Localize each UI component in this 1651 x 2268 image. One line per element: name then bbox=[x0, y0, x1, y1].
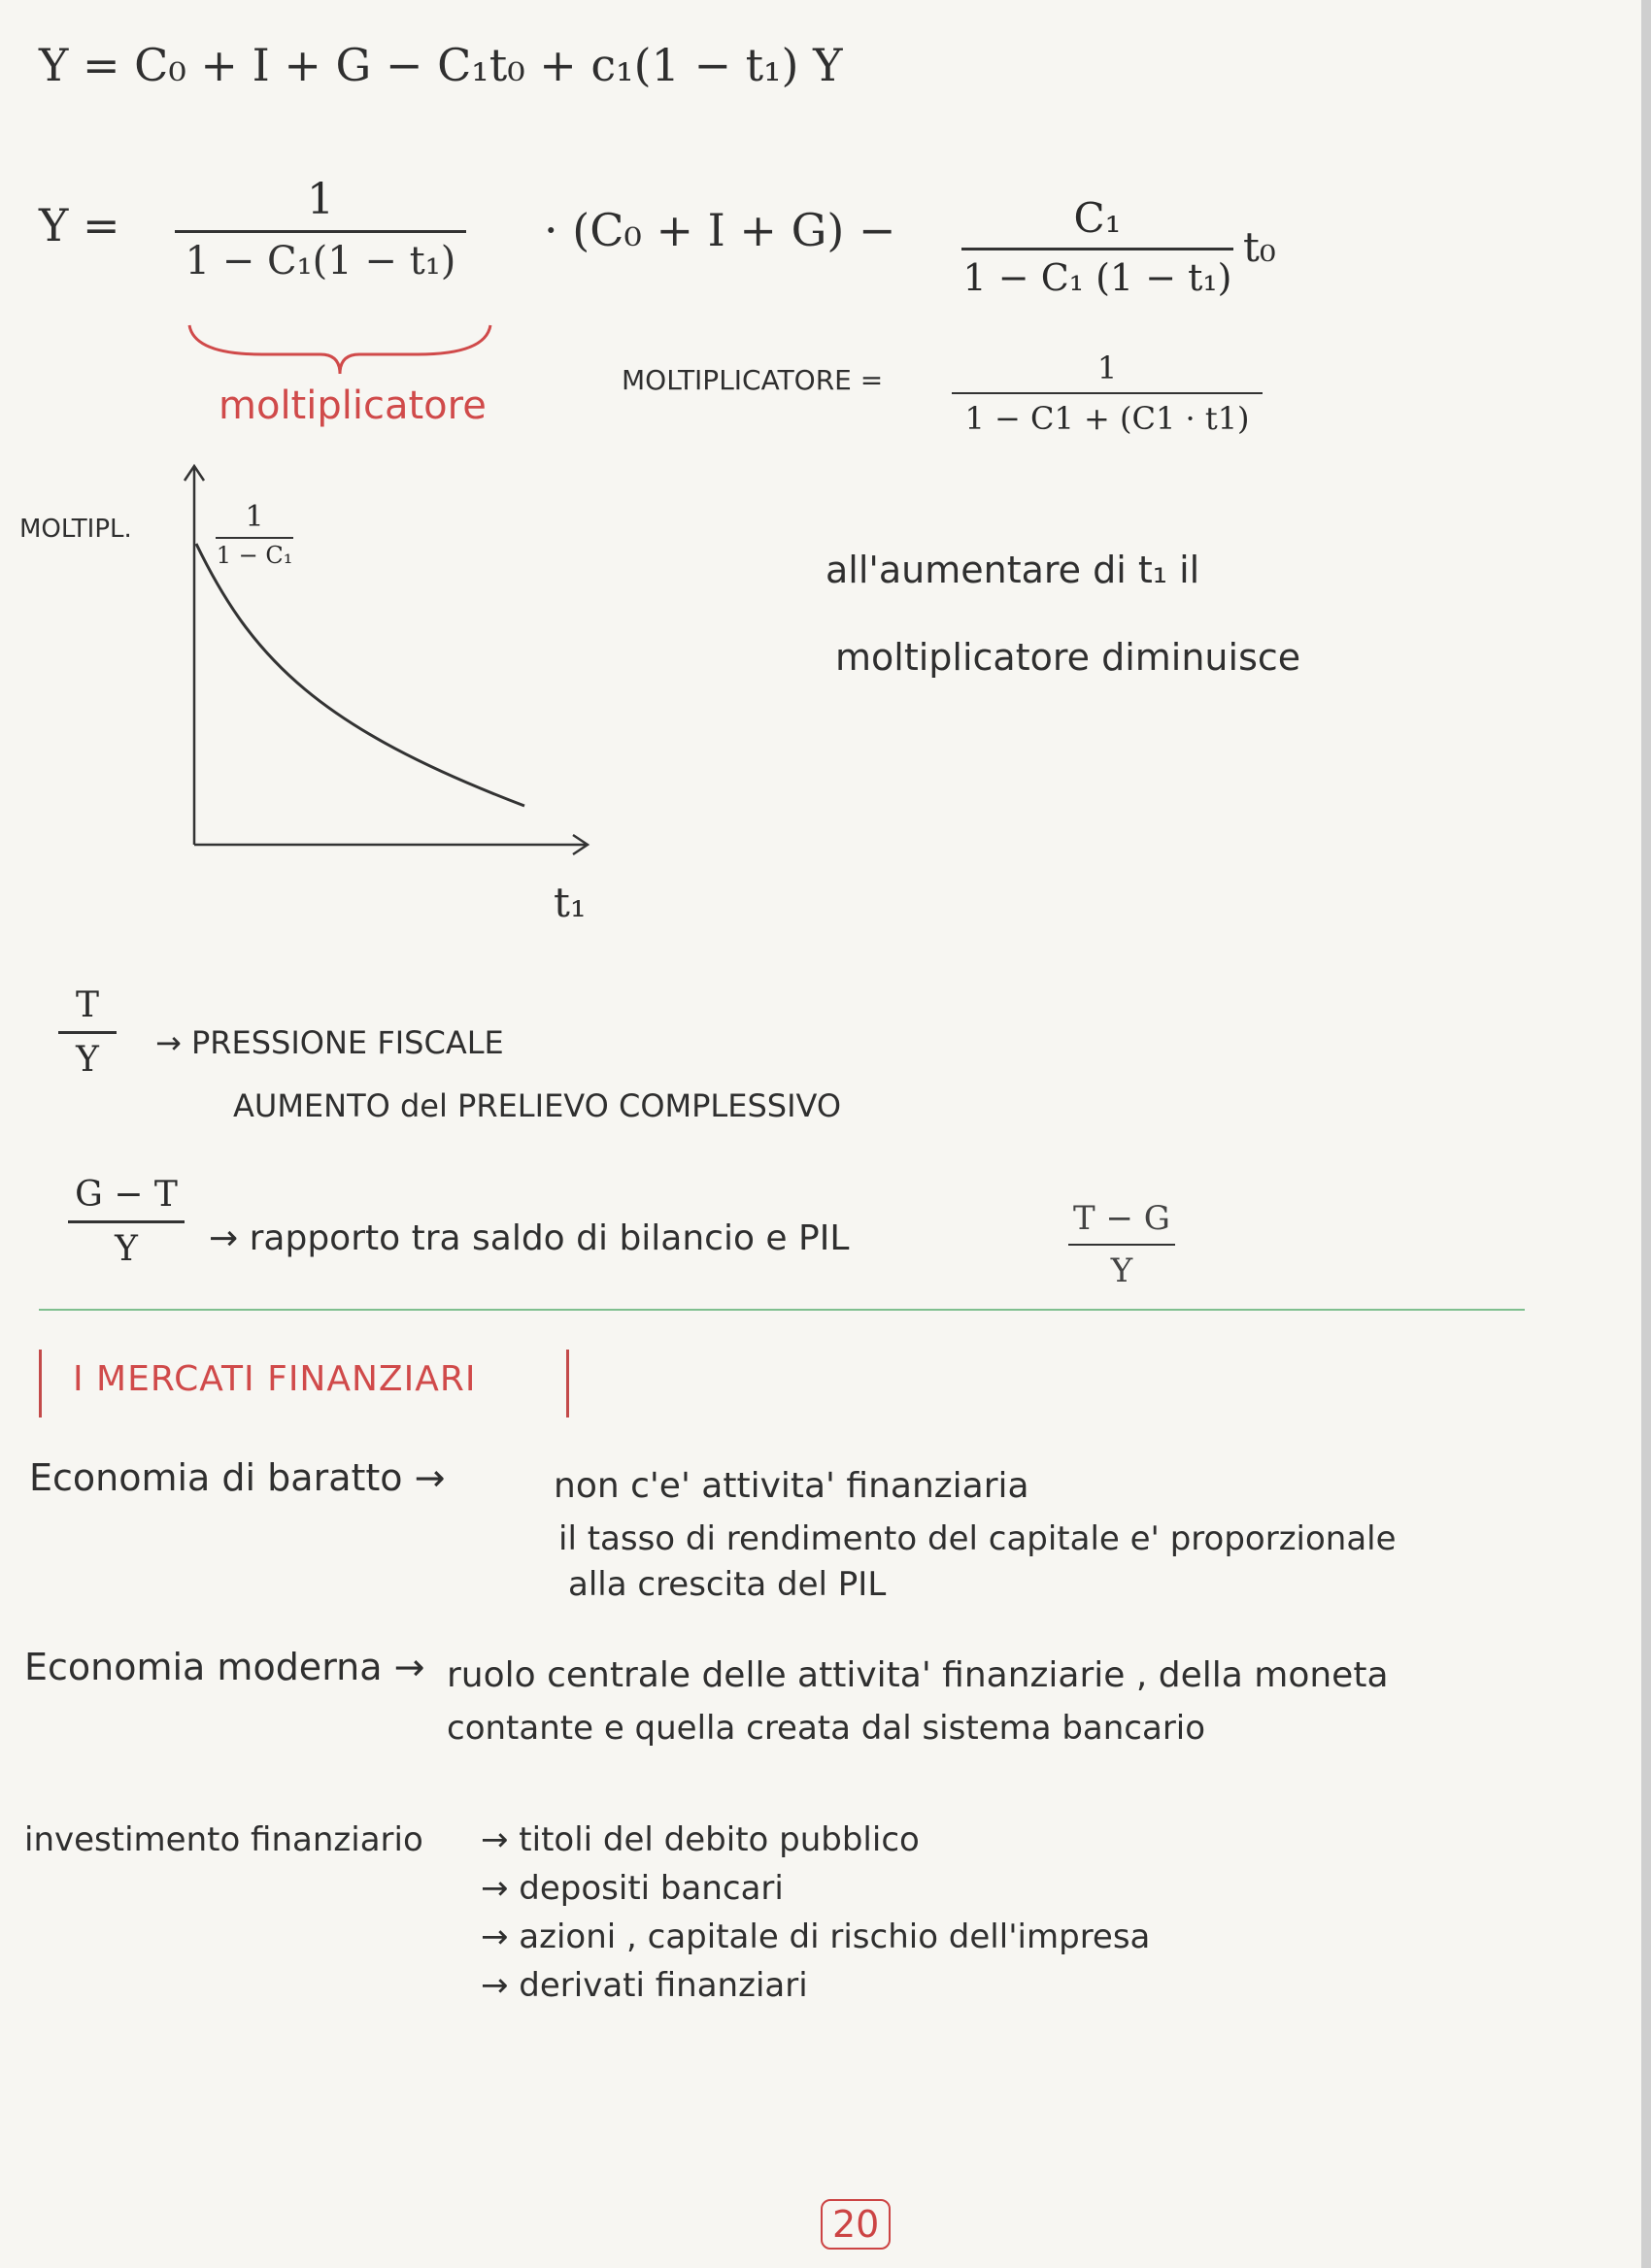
section-divider bbox=[39, 1309, 1525, 1311]
ratio-3-bar bbox=[1068, 1244, 1175, 1246]
equation-2-lhs: Y = bbox=[39, 199, 120, 251]
equation-1: Y = C₀ + I + G − C₁t₀ + c₁(1 − t₁) Y bbox=[39, 39, 843, 91]
ratio-1-text-line-1: → PRESSIONE FISCALE bbox=[155, 1024, 504, 1061]
moderna-label: Economia moderna → bbox=[24, 1646, 425, 1688]
graph-note-line-1: all'aumentare di t₁ il bbox=[826, 549, 1200, 591]
ratio-1-bar bbox=[58, 1031, 117, 1034]
ratio-2-text: → rapporto tra saldo di bilancio e PIL bbox=[209, 1218, 850, 1258]
molt-def-fraction bbox=[952, 350, 1263, 437]
multiplier-curve bbox=[196, 544, 524, 806]
ratio-3-numerator: T − G bbox=[1073, 1199, 1170, 1238]
baratto-line-1: non c'e' attivita' finanziaria bbox=[554, 1466, 1029, 1506]
moderna-line-2: contante e quella creata dal sistema bancario bbox=[447, 1709, 1206, 1748]
molt-def-label: MOLTIPLICATORE = bbox=[622, 364, 884, 396]
graph-note-line-2: moltiplicatore diminuisce bbox=[835, 636, 1301, 679]
baratto-line-3: alla crescita del PIL bbox=[568, 1565, 887, 1604]
fraction-2-numerator: C₁ bbox=[1073, 194, 1122, 242]
page-number: 20 bbox=[821, 2199, 891, 2250]
ratio-3-denominator: Y bbox=[1110, 1251, 1133, 1290]
ratio-t-over-y bbox=[58, 985, 117, 1080]
graph-y-axis-label: MOLTIPL. bbox=[19, 515, 132, 544]
invest-item: → azioni , capitale di rischio dell'impresa bbox=[481, 1918, 1151, 1956]
equation-2-middle: · (C₀ + I + G) − bbox=[544, 204, 896, 256]
ratio-g-minus-t-over-y bbox=[68, 1175, 185, 1269]
equation-2-fraction-2 bbox=[961, 194, 1233, 299]
ratio-1-numerator: T bbox=[75, 985, 99, 1025]
baratto-line-2: il tasso di rendimento del capitale e' proporzionale bbox=[558, 1519, 1397, 1558]
fraction-1-denominator: 1 − C₁(1 − t₁) bbox=[185, 239, 456, 284]
equation-2-tail: t₀ bbox=[1243, 223, 1276, 271]
brace-under-denominator bbox=[185, 320, 495, 379]
ratio-2-bar bbox=[68, 1220, 185, 1223]
ratio-t-minus-g-over-y bbox=[1068, 1199, 1175, 1290]
multiplier-graph bbox=[175, 456, 602, 864]
invest-label: investimento finanziario bbox=[24, 1820, 423, 1859]
molt-def-denominator: 1 − C1 + (C1 · t1) bbox=[964, 400, 1250, 437]
graph-x-axis-label: t₁ bbox=[554, 879, 587, 926]
ratio-1-denominator: Y bbox=[76, 1040, 99, 1080]
ratio-2-denominator: Y bbox=[115, 1229, 138, 1269]
fraction-1-bar bbox=[175, 230, 466, 233]
moderna-line-1: ruolo centrale delle attivita' finanziarie , della moneta bbox=[447, 1655, 1389, 1695]
fraction-1-numerator: 1 bbox=[307, 175, 334, 224]
fraction-2-bar bbox=[961, 248, 1233, 250]
section-title: I MERCATI FINANZIARI bbox=[73, 1359, 477, 1399]
intercept-numerator: 1 bbox=[245, 500, 264, 534]
moltiplicatore-label: moltiplicatore bbox=[219, 384, 487, 428]
invest-item: → depositi bancari bbox=[481, 1869, 784, 1908]
molt-def-bar bbox=[952, 392, 1263, 394]
equation-2-fraction-1 bbox=[175, 175, 466, 284]
baratto-label: Economia di baratto → bbox=[29, 1456, 446, 1499]
ratio-2-numerator: G − T bbox=[75, 1175, 178, 1215]
intercept-denominator: 1 − C₁ bbox=[216, 542, 293, 569]
page-edge-shadow bbox=[1641, 0, 1651, 2268]
invest-item: → derivati finanziari bbox=[481, 1966, 808, 2005]
invest-item: → titoli del debito pubblico bbox=[481, 1820, 920, 1859]
molt-def-numerator: 1 bbox=[1096, 350, 1118, 386]
fraction-2-denominator: 1 − C₁ (1 − t₁) bbox=[962, 256, 1232, 299]
ratio-1-text-line-2: AUMENTO del PRELIEVO COMPLESSIVO bbox=[233, 1087, 842, 1124]
